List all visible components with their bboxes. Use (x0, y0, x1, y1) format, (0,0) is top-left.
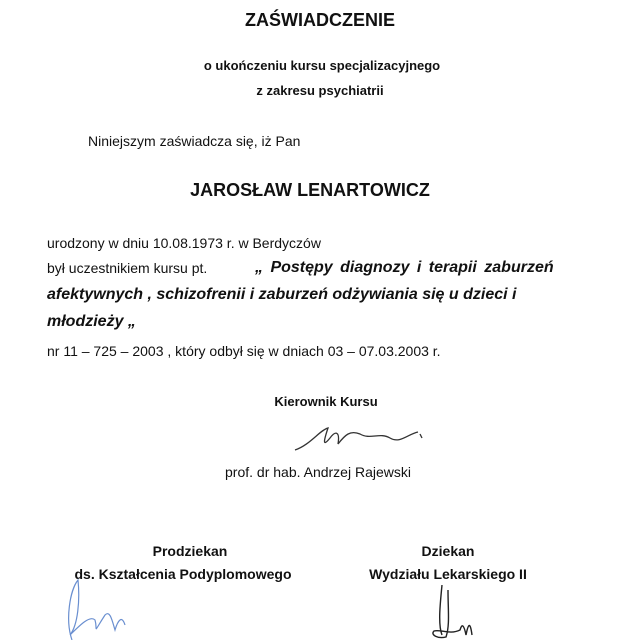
subtitle-line-1: o ukończeniu kursu specjalizacyjnego (203, 58, 441, 73)
course-number-dates: nr 11 – 725 – 2003 , który odbył się w dniach 03 – 07.03.2003 r. (47, 343, 441, 359)
subtitle-line-2: z zakresu psychiatrii (256, 83, 384, 98)
dean-signature (420, 585, 490, 640)
birth-info: urodzony w dniu 10.08.1973 r. w Berdyczów (47, 235, 321, 251)
vice-dean-title: Prodziekan (152, 543, 228, 559)
intro-text: Niniejszym zaświadcza się, iż Pan (88, 133, 301, 149)
vice-dean-signature (60, 575, 160, 640)
course-head-name: prof. dr hab. Andrzej Rajewski (225, 464, 411, 480)
course-head-signature (290, 420, 440, 460)
course-title-line-3: młodzieży „ (47, 313, 136, 330)
course-head-label: Kierownik Kursu (274, 394, 378, 409)
course-title-line-1: „ Postępy diagnozy i terapii zaburzeń (255, 259, 554, 276)
participant-text: był uczestnikiem kursu pt. (47, 260, 208, 276)
dean-department: Wydziału Lekarskiego II (369, 566, 527, 582)
course-title-line-2: afektywnych , schizofrenii i zaburzeń odżywiania się u dzieci i (47, 286, 517, 303)
dean-title: Dziekan (421, 543, 475, 559)
recipient-name: JAROSŁAW LENARTOWICZ (190, 180, 430, 200)
document-title: ZAŚWIADCZENIE (245, 10, 395, 30)
vice-dean-department: ds. Kształcenia Podyplomowego (74, 566, 292, 582)
